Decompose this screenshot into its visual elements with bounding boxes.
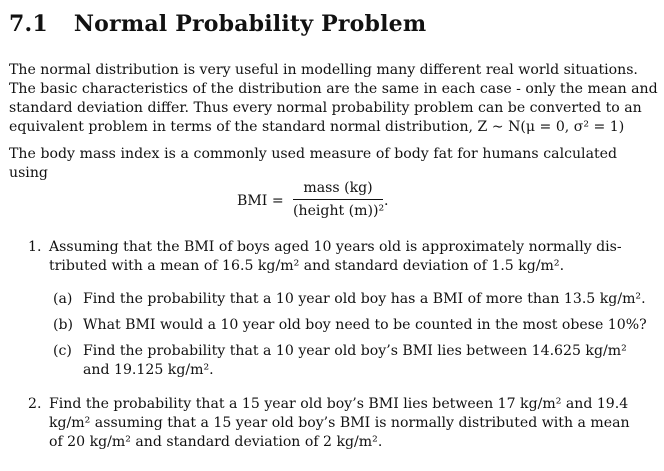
fraction-bar [293,199,383,200]
question-marker: 1. [28,239,42,255]
bmi-line: The body mass index is a commonly used measure of body fat for humans calculated [9,146,617,162]
part-text [83,290,646,309]
question-line: of 20 kg/m² and standard deviation of 2 kg/m². [49,434,383,450]
question-text [49,395,630,452]
bmi-paragraph [9,145,617,183]
question-text [49,238,622,276]
question-2 [9,395,630,452]
formula-fraction [293,179,383,220]
question-line: Find the probability that a 15 year old boy’s BMI lies between 17 kg/m² and 19.4 [49,396,629,412]
part-line: and 19.125 kg/m². [83,362,214,378]
intro-paragraph [9,61,658,137]
formula-lhs: BMI = [237,193,284,209]
section-title: Normal Probability Problem [73,11,427,37]
part-marker: (c) [53,343,72,359]
part-marker: (b) [53,317,74,333]
part-text [83,342,627,380]
formula-denominator: (height (m))² [293,203,385,219]
part-line: Find the probability that a 10 year old boy’s BMI lies between 14.625 kg/m² [83,343,627,359]
question-1c [9,342,627,380]
question-line: tributed with a mean of 16.5 kg/m² and standard deviation of 1.5 kg/m². [49,258,565,274]
question-1 [9,238,622,276]
intro-line: standard deviation differ. Thus every normal probability problem can be converted to an [9,100,642,116]
question-1a [9,290,646,309]
section-heading [9,11,426,37]
intro-line: The normal distribution is very useful in modelling many different real world situations. [9,62,638,78]
question-line: kg/m² assuming that a 15 year old boy’s BMI is normally distributed with a mean [49,415,630,431]
bmi-line: using [9,165,48,181]
part-marker: (a) [53,291,73,307]
formula-period: . [384,193,389,209]
intro-line: The basic characteristics of the distribution are the same in each case - only the mean and [9,81,658,97]
intro-line: equivalent problem in terms of the standard normal distribution, Z ∼ N(μ = 0, σ² = 1) [9,119,625,135]
part-text [83,316,647,335]
question-marker: 2. [28,396,42,412]
part-line: What BMI would a 10 year old boy need to be counted in the most obese 10%? [83,317,647,333]
question-1b [9,316,647,335]
formula-numerator: mass (kg) [303,180,373,196]
question-line: Assuming that the BMI of boys aged 10 years old is approximately normally dis- [49,239,622,255]
section-number: 7.1 [9,11,48,37]
part-line: Find the probability that a 10 year old boy has a BMI of more than 13.5 kg/m². [83,291,646,307]
